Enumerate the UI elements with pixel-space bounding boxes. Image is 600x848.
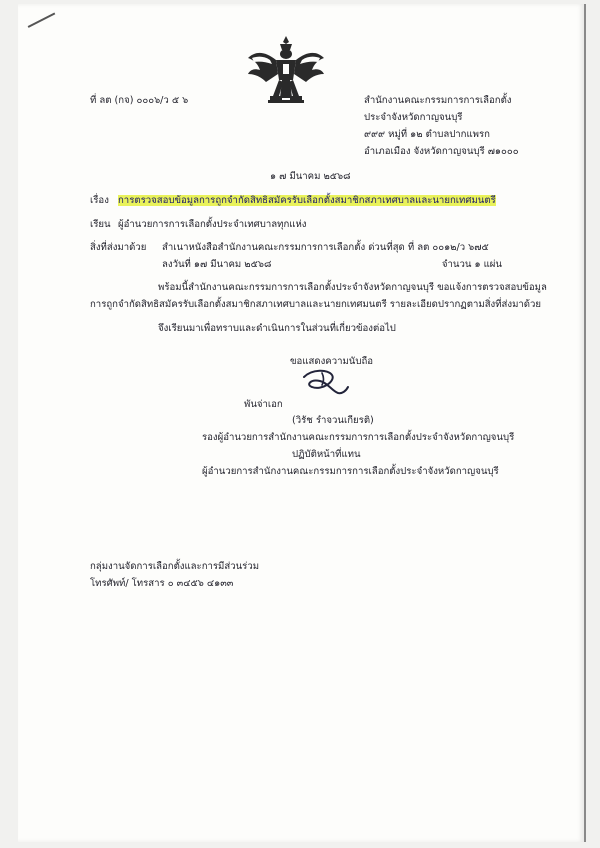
enclosure-label: สิ่งที่ส่งมาด้วย (90, 242, 147, 253)
closing-salutation: ขอแสดงความนับถือ (290, 356, 374, 367)
enclosure-date: ลงวันที่ ๑๗ มีนาคม ๒๕๖๘ (162, 259, 272, 270)
subject-highlight: การตรวจสอบข้อมูลการถูกจำกัดสิทธิสมัครรับเลือกตั้งสมาชิกสภาเทศบาลและนายกเทศมนตรี (118, 195, 496, 206)
enclosure-text: สำเนาหนังสือสำนักงานคณะกรรมการการเลือกตั้ง ด่วนที่สุด ที่ ลต ๐๐๑๒/ว ๖๗๕ (162, 242, 489, 253)
garuda-emblem-icon (246, 34, 326, 108)
recipient-text: ผู้อำนวยการการเลือกตั้งประจำเทศบาลทุกแห่ง (118, 219, 307, 230)
body-paragraph-2: จึงเรียนมาเพื่อทราบและดำเนินการในส่วนที่เกี่ยวข้องต่อไป (158, 323, 396, 334)
body-paragraph-1-line-2: การถูกจำกัดสิทธิสมัครรับเลือกตั้งสมาชิกสภาเทศบาลและนายกเทศมนตรี รายละเอียดปรากฏตามสิ่งที่ส่งมาด้วย (90, 299, 542, 310)
subject-label: เรื่อง (90, 195, 109, 206)
department-name: กลุ่มงานจัดการเลือกตั้งและการมีส่วนร่วม (90, 561, 260, 572)
signer-title-line2: ปฏิบัติหน้าที่แทน (292, 449, 361, 460)
recipient-label: เรียน (90, 219, 111, 230)
office-address-line1: ๙๙๙ หมู่ที่ ๑๒ ตำบลปากแพรก (364, 129, 490, 140)
office-name: สำนักงานคณะกรรมการการเลือกตั้ง (364, 95, 512, 106)
office-address-line2: อำเภอเมือง จังหวัดกาญจนบุรี ๗๑๐๐๐ (364, 146, 519, 157)
reference-number: ที่ ลต (กจ) ๐๐๐๖/ว ๕ ๖ (90, 95, 189, 106)
signer-name: (วิรัช รำจวนเกียรติ) (292, 415, 374, 426)
office-province: ประจำจังหวัดกาญจนบุรี (364, 112, 463, 123)
signer-title-line1: รองผู้อำนวยการสำนักงานคณะกรรมการการเลือกตั้งประจำจังหวัดกาญจนบุรี (202, 432, 515, 443)
enclosure-quantity: จำนวน ๑ แผ่น (441, 259, 502, 270)
signer-rank: พันจ่าเอก (244, 399, 283, 410)
subject-text (118, 196, 496, 206)
signer-title-line3: ผู้อำนวยการสำนักงานคณะกรรมการการเลือกตั้งประจำจังหวัดกาญจนบุรี (202, 466, 499, 477)
body-paragraph-1-line-1: พร้อมนี้สำนักงานคณะกรรมการการเลือกตั้งประจำจังหวัดกาญจนบุรี ขอแจ้งการตรวจสอบข้อมูล (158, 282, 547, 293)
letter-date: ๑ ๗ มีนาคม ๒๕๖๘ (270, 171, 351, 182)
contact-phone: โทรศัพท์/ โทรสาร ๐ ๓๔๕๖ ๔๑๓๓ (90, 578, 234, 589)
signature-mark (298, 367, 354, 397)
